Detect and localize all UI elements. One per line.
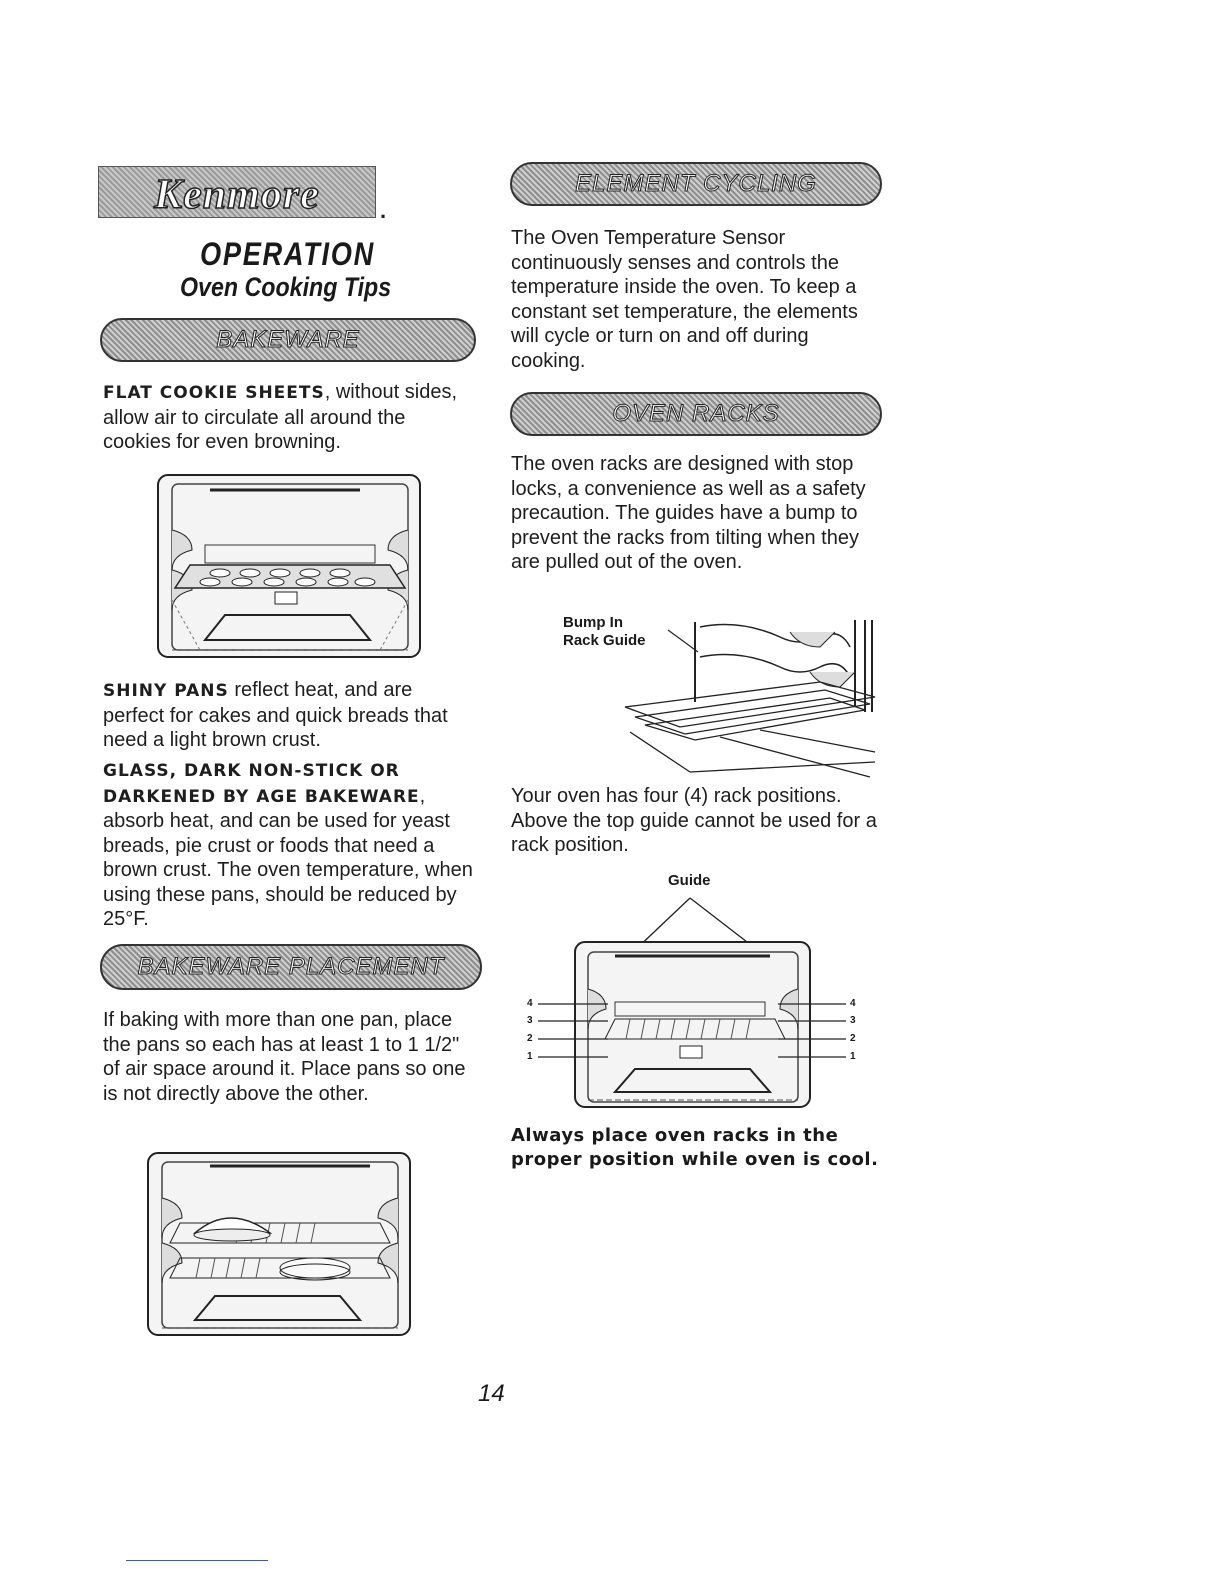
rack-positions-paragraph: Your oven has four (4) rack positions. Above the top guide cannot be used for a rack position. [511,785,877,856]
bakeware-banner-label: BAKEWARE [216,326,360,353]
rack-number-2-right: 2 [850,1033,856,1044]
rack-number-3-left: 3 [527,1015,533,1026]
section-subtitle: Oven Cooking Tips [180,272,392,302]
bakeware-placement-banner-label: BAKEWARE PLACEMENT [137,953,445,980]
rack-number-4-right: 4 [850,998,856,1009]
rack-number-1-right: 1 [850,1051,856,1062]
logo-dot: . [380,198,387,223]
oven-racks-paragraph: The oven racks are designed with stop locks, a convenience as well as a safety precaution. The guides have a bump to prevent the racks from tilting when they are pulled out of the oven. [511,453,866,573]
element-cycling-banner-label: ELEMENT CYCLING [575,170,817,197]
guide-label: Guide [668,872,711,889]
bump-label-line1: Bump In [563,614,623,631]
element-cycling-banner [510,162,882,206]
rack-number-3-right: 3 [850,1015,856,1026]
flat-cookie-lead: FLAT COOKIE SHEETS [103,383,325,403]
bakeware-banner [100,318,476,362]
placement-paragraph: If baking with more than one pan, place the pans so each has at least 1 to 1 1/2" of air space around it. Place pans so one is not directly above the other. [103,1009,466,1105]
kenmore-logo: Kenmore [98,166,376,218]
glass-bakeware-text: , absorb heat, and can be used for yeast breads, pie crust or foods that need a brown crust. The oven temperature, when using these pans, should be reduced by 25°F. [103,784,473,930]
rack-number-4-left: 4 [527,998,533,1009]
pan-placement-oven-illustration [140,1148,415,1343]
section-title: OPERATION [200,236,375,272]
shiny-pans-lead: SHINY PANS [103,681,229,701]
rack-number-2-left: 2 [527,1033,533,1044]
bakeware-placement-banner [100,944,482,990]
rack-guide-closeup-illustration [620,612,880,777]
shiny-pans-paragraph [103,678,473,753]
page-number: 14 [478,1380,505,1407]
rack-number-1-left: 1 [527,1051,533,1062]
glass-bakeware-paragraph [103,758,473,932]
glass-bakeware-lead: GLASS, DARK NON-STICK OR DARKENED BY AGE BAKEWARE [103,761,420,807]
footer-rule [126,1560,268,1561]
element-cycling-paragraph: The Oven Temperature Sensor continuously senses and controls the temperature inside the oven. To keep a constant set temperature, the elements will cycle or turn on and off during cooking. [511,227,858,372]
cookie-sheet-oven-illustration [150,470,425,665]
bump-label-line2: Rack Guide [563,632,646,649]
rack-positions-oven-illustration [520,894,865,1114]
oven-racks-banner [510,392,882,436]
flat-cookie-text: , without sides, allow air to circulate all around the cookies for even browning. [103,381,458,453]
flat-cookie-paragraph [103,380,473,455]
oven-racks-banner-label: OVEN RACKS [612,400,780,427]
caution-note: Always place oven racks in the proper position while oven is cool. [511,1125,879,1170]
shiny-pans-text: reflect heat, and are perfect for cakes and quick breads that need a light brown crust. [103,679,448,751]
